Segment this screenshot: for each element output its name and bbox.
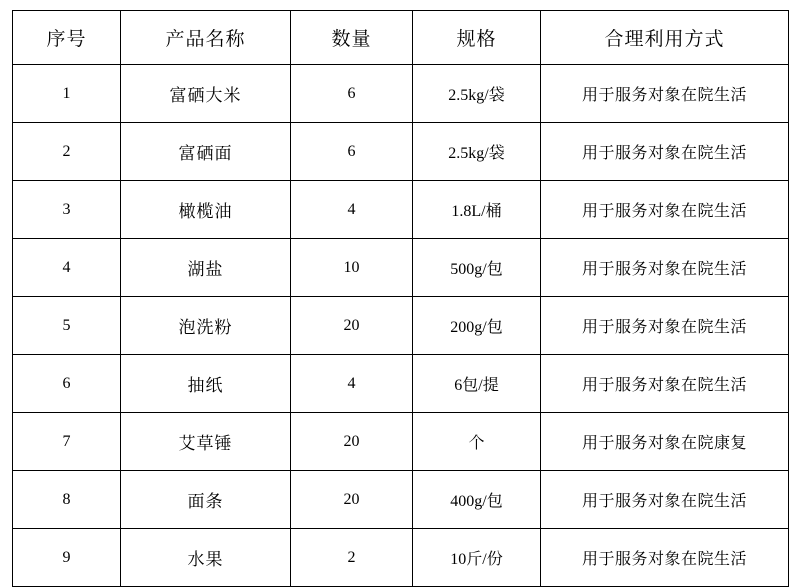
cell-usage: 用于服务对象在院生活 — [541, 181, 789, 239]
cell-quantity: 6 — [291, 65, 413, 123]
table-header-row — [13, 11, 789, 65]
cell-spec: 400g/包 — [413, 471, 541, 529]
cell-index: 7 — [13, 413, 121, 471]
cell-spec: 个 — [413, 413, 541, 471]
cell-usage: 用于服务对象在院生活 — [541, 123, 789, 181]
cell-product: 橄榄油 — [121, 181, 291, 239]
cell-product: 富硒大米 — [121, 65, 291, 123]
cell-spec: 1.8L/桶 — [413, 181, 541, 239]
cell-spec: 6包/提 — [413, 355, 541, 413]
cell-index: 6 — [13, 355, 121, 413]
cell-quantity: 20 — [291, 471, 413, 529]
cell-spec: 500g/包 — [413, 239, 541, 297]
cell-usage: 用于服务对象在院生活 — [541, 65, 789, 123]
table-row — [13, 355, 789, 413]
table-row — [13, 181, 789, 239]
cell-usage: 用于服务对象在院生活 — [541, 529, 789, 587]
cell-quantity: 20 — [291, 413, 413, 471]
cell-product: 泡洗粉 — [121, 297, 291, 355]
cell-product: 水果 — [121, 529, 291, 587]
cell-usage: 用于服务对象在院生活 — [541, 239, 789, 297]
cell-quantity: 4 — [291, 355, 413, 413]
cell-usage: 用于服务对象在院生活 — [541, 297, 789, 355]
cell-quantity: 10 — [291, 239, 413, 297]
cell-product: 面条 — [121, 471, 291, 529]
table-row — [13, 123, 789, 181]
column-header-quantity: 数量 — [291, 11, 413, 65]
cell-usage: 用于服务对象在院康复 — [541, 413, 789, 471]
cell-usage: 用于服务对象在院生活 — [541, 355, 789, 413]
table-row — [13, 529, 789, 587]
cell-spec: 2.5kg/袋 — [413, 65, 541, 123]
goods-table — [12, 10, 789, 587]
cell-product: 富硒面 — [121, 123, 291, 181]
cell-product: 湖盐 — [121, 239, 291, 297]
table-row — [13, 239, 789, 297]
cell-quantity: 2 — [291, 529, 413, 587]
cell-spec: 200g/包 — [413, 297, 541, 355]
cell-spec: 2.5kg/袋 — [413, 123, 541, 181]
column-header-product: 产品名称 — [121, 11, 291, 65]
cell-index: 1 — [13, 65, 121, 123]
cell-index: 5 — [13, 297, 121, 355]
table-body — [13, 65, 789, 587]
column-header-index: 序号 — [13, 11, 121, 65]
table-header — [13, 11, 789, 65]
table-row — [13, 297, 789, 355]
column-header-usage: 合理利用方式 — [541, 11, 789, 65]
cell-index: 3 — [13, 181, 121, 239]
cell-usage: 用于服务对象在院生活 — [541, 471, 789, 529]
cell-index: 8 — [13, 471, 121, 529]
cell-index: 2 — [13, 123, 121, 181]
cell-index: 4 — [13, 239, 121, 297]
table-row — [13, 65, 789, 123]
cell-quantity: 20 — [291, 297, 413, 355]
cell-product: 艾草锤 — [121, 413, 291, 471]
cell-product: 抽纸 — [121, 355, 291, 413]
column-header-spec: 规格 — [413, 11, 541, 65]
table-row — [13, 471, 789, 529]
table-row — [13, 413, 789, 471]
cell-index: 9 — [13, 529, 121, 587]
cell-quantity: 6 — [291, 123, 413, 181]
cell-spec: 10斤/份 — [413, 529, 541, 587]
cell-quantity: 4 — [291, 181, 413, 239]
